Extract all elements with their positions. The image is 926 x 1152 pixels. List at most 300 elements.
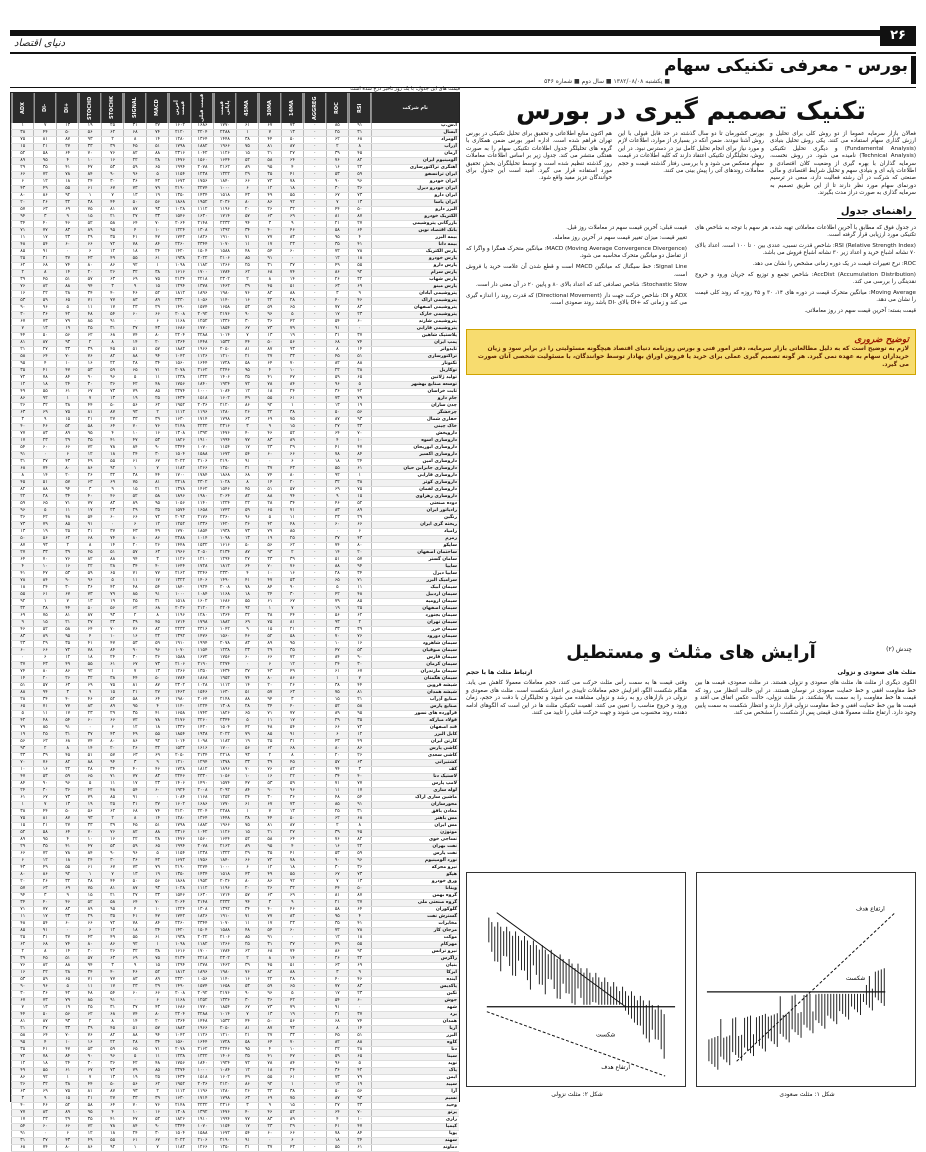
article2-headline: آرایش های مثلث و مستطیل (566, 642, 816, 663)
table-cell: ۴۸ (259, 725, 281, 732)
table-cell: ۱۳ (349, 200, 371, 207)
table-cell: ۱۰ (259, 571, 281, 578)
table-cell: · (304, 284, 326, 291)
table-cell: ۴۹ (349, 739, 371, 746)
table-cell: ۲۴ (146, 249, 168, 256)
table-cell: ۳۱ (124, 123, 146, 130)
table-cell: ۶۴ (259, 361, 281, 368)
table-cell: ۲۳۰۲ (191, 480, 213, 487)
table-cell: ۶۵ (12, 704, 34, 711)
company-name: زمزم (371, 536, 459, 543)
table-cell: ۱۳۷۸ (191, 963, 213, 970)
table-cell: ۲۲۴۶ (191, 571, 213, 578)
table-cell: ۲ (124, 613, 146, 620)
table-cell: ۴۹ (259, 193, 281, 200)
company-name: همدان (371, 1019, 459, 1026)
table-cell: ۴۱ (101, 1117, 123, 1124)
table-cell: ۵۶ (349, 410, 371, 417)
table-cell: ۴۰ (349, 774, 371, 781)
table-cell: ۲۲ (349, 165, 371, 172)
table-row (12, 557, 460, 564)
table-row (12, 984, 460, 991)
table-cell: ۱۹ (236, 739, 258, 746)
table-cell: ۳۰ (124, 655, 146, 662)
table-row (12, 200, 460, 207)
table-row (12, 249, 460, 256)
table-cell: ۷۰ (236, 767, 258, 774)
table-cell: ۲۸ (349, 1047, 371, 1054)
table-cell: ۴۸ (56, 515, 78, 522)
table-cell: · (304, 620, 326, 627)
table-cell: ۴۹ (236, 1075, 258, 1082)
table-row (12, 711, 460, 718)
table-cell: ۴۲ (259, 522, 281, 529)
table-cell: · (304, 1054, 326, 1061)
table-cell: ۱۲ (12, 1061, 34, 1068)
table-cell: ۲۲۱۸ (191, 956, 213, 963)
table-cell: ۴۵ (326, 1033, 348, 1040)
table-cell: ۶۴ (34, 354, 56, 361)
table-cell: ۶۸ (101, 333, 123, 340)
table-cell: ۸۵ (349, 599, 371, 606)
table-cell: ۹۲ (79, 669, 101, 676)
table-cell: ۳۴ (79, 291, 101, 298)
table-cell: ۱۱۵۴ (191, 648, 213, 655)
table-cell: ۷۸ (326, 452, 348, 459)
table-cell: ۸۸ (12, 690, 34, 697)
guide-columns (466, 225, 916, 319)
table-cell: ۹۱ (34, 928, 56, 935)
table-cell: ۲۰۵۰ (214, 1026, 236, 1033)
table-cell: ۱۲۶۶ (169, 669, 191, 676)
table-cell: · (304, 648, 326, 655)
table-cell: ۵۰ (101, 1082, 123, 1089)
table-cell: ۸۸ (56, 284, 78, 291)
table-cell: ۱۲۸۰ (169, 816, 191, 823)
table-cell: ۳۰ (326, 865, 348, 872)
table-cell: ۱۹۸۰ (191, 494, 213, 501)
guide-item: Stochastic Slow: شاخص تصادفی کند که اعداد بالای ۸۰ و پایین ۲۰ در آن معنی دار است. (475, 282, 687, 289)
table-cell: ۱۱۴۰ (169, 704, 191, 711)
table-cell: ۴۱ (281, 851, 303, 858)
table-cell: ۵۶ (79, 809, 101, 816)
table-cell: ۲۱۹۰ (169, 186, 191, 193)
table-cell: ۳۵ (34, 165, 56, 172)
table-cell: ۱۲۵۲ (191, 998, 213, 1005)
table-cell: ۸ (34, 949, 56, 956)
table-cell: ۹ (124, 963, 146, 970)
table-cell: ۵۸ (101, 900, 123, 907)
table-cell: ۸۹ (79, 907, 101, 914)
table-row (12, 508, 460, 515)
table-cell: ۱۵۸۸ (169, 655, 191, 662)
table-cell: ۷۲ (281, 655, 303, 662)
table-cell: ۱۳ (124, 193, 146, 200)
table-cell: ۴۱ (124, 235, 146, 242)
table-cell: ۳۹ (56, 550, 78, 557)
table-cell: ۲۶ (281, 683, 303, 690)
table-cell: · (304, 753, 326, 760)
table-cell: ۴۷ (79, 165, 101, 172)
table-cell: ۳۱ (34, 935, 56, 942)
table-cell: ۰ (349, 1005, 371, 1012)
table-cell: ۳۸ (236, 137, 258, 144)
table-cell: · (304, 389, 326, 396)
table-cell: · (304, 1131, 326, 1138)
table-cell: ۱۶۱۶ (214, 543, 236, 550)
table-cell: ۴۷ (349, 1124, 371, 1131)
table-cell: ۶۴ (101, 1103, 123, 1110)
table-cell: ۵۷ (79, 277, 101, 284)
table-cell: ۸۶ (259, 879, 281, 886)
table-cell: ۹۱ (259, 935, 281, 942)
table-cell: ۴۱ (101, 438, 123, 445)
table-cell: ۵۹ (101, 368, 123, 375)
table-cell: ۷۱ (259, 711, 281, 718)
table-cell: ۲۲۶۰ (214, 515, 236, 522)
table-cell: ۰ (146, 795, 168, 802)
table-cell: · (304, 641, 326, 648)
table-cell: ۴۶ (34, 1103, 56, 1110)
table-cell: · (304, 480, 326, 487)
table-cell: · (304, 683, 326, 690)
table-cell: ۶۶ (12, 851, 34, 858)
table-cell: ۵۹ (349, 851, 371, 858)
table-cell: ۵۷ (326, 760, 348, 767)
table-cell: ۴۱ (236, 578, 258, 585)
table-cell: · (304, 1082, 326, 1089)
table-cell: · (304, 739, 326, 746)
table-row (12, 991, 460, 998)
table-row (12, 515, 460, 522)
table-cell: ۶۳ (326, 284, 348, 291)
table-cell: ۲۳ (12, 641, 34, 648)
table-cell: ۹ (146, 760, 168, 767)
table-cell: ۱۰۷۰ (169, 648, 191, 655)
table-cell: ۳ (56, 690, 78, 697)
intro-paragraph: فعالان بازار سرمایه عموما از دو روش کلی برای تحلیل و ارزش گذاری سهام استفاده می کنند. یکی روش تحلیل بنیادی (Fundamental Analysis) و دیگری تحلیل تکنیکی (Technical Analysis) نامیده می شود. در روش نخست، سرمایه گذاران با بهره گیری از وضعیت کلان اقتصادی و اطلاعات پایه ای و بنیادی سهم و تحلیل شرایط اقتصادی و مالی صنعتی که شرکت در آن رشته فعالیت دارد، سعی در ترسیم دورنمای سهام مورد نظر دارند تا از این طریق تصمیم به سرمایه گذاری به صورت دراز مدت بگیرند. (770, 131, 916, 197)
table-cell: ۱۹ (281, 333, 303, 340)
table-cell: · (304, 991, 326, 998)
table-cell: · (304, 263, 326, 270)
table-cell: ۱ (281, 403, 303, 410)
table-cell: ۱۸۲۶ (169, 1117, 191, 1124)
table-cell: ۶۳ (79, 480, 101, 487)
table-cell: ۱۶۴۴ (169, 564, 191, 571)
table-cell: ۳۶ (281, 795, 303, 802)
company-name: تایدواتر (371, 347, 459, 354)
table-cell: ۱۹۶۶ (169, 550, 191, 557)
table-cell: ۱۹ (124, 1075, 146, 1082)
table-cell: ۴۰ (146, 564, 168, 571)
table-cell: · (304, 907, 326, 914)
table-row (12, 886, 460, 893)
table-cell: ۱۴ (124, 340, 146, 347)
table-cell: ۷۰ (56, 1033, 78, 1040)
table-cell: ۸۷ (101, 1089, 123, 1096)
table-row (12, 1012, 460, 1019)
table-row (12, 445, 460, 452)
table-cell: ۱۸ (79, 655, 101, 662)
table-cell: ۱۲۲۴ (169, 228, 191, 235)
table-cell: ۱۱۸۲ (191, 263, 213, 270)
table-cell: ۱۵۱۸ (191, 396, 213, 403)
table-cell: ۴۴ (326, 207, 348, 214)
table-cell: ۷۲ (236, 382, 258, 389)
table-cell: · (304, 487, 326, 494)
table-cell: ۲۳۰۲ (214, 956, 236, 963)
table-cell: ۱۰۲۸ (169, 886, 191, 893)
table-cell: ۹۱ (326, 326, 348, 333)
table-row (12, 1110, 460, 1117)
table-cell: ۷ (281, 606, 303, 613)
table-cell: ۱۴ (259, 480, 281, 487)
table-cell: ۵۲ (101, 697, 123, 704)
table-cell: ۲۱ (146, 487, 168, 494)
table-cell: ۱۶۸۶ (191, 123, 213, 130)
table-cell: ۲۰۷۸ (191, 165, 213, 172)
table-cell: · (304, 823, 326, 830)
table-cell: ۲۵ (349, 606, 371, 613)
table-cell: ۷۱ (236, 914, 258, 921)
table-cell: ۸۴ (349, 1131, 371, 1138)
table-cell: ۶۲ (79, 1012, 101, 1019)
table-cell: ۶۴ (326, 1110, 348, 1117)
table-cell: ۱۶۵۸ (191, 508, 213, 515)
table-cell: ۴۳ (236, 872, 258, 879)
table-cell: · (304, 431, 326, 438)
table-cell: ۴۵ (56, 753, 78, 760)
table-cell: ۸۱ (236, 347, 258, 354)
table-cell: ۷۵ (79, 886, 101, 893)
table-cell: ۱۴۳۴ (214, 669, 236, 676)
table-cell: ۶۲ (326, 137, 348, 144)
table-cell: ۶۱ (12, 795, 34, 802)
table-cell: ۵۲ (236, 837, 258, 844)
table-cell: ۲۴ (349, 1138, 371, 1145)
table-cell: ۶۵ (56, 298, 78, 305)
table-cell: ۲۲۸۸ (169, 536, 191, 543)
table-cell: ۴ (326, 438, 348, 445)
table-cell: ۳۵ (79, 1117, 101, 1124)
table-cell: ۴ (101, 431, 123, 438)
table-cell: ۲۲۷۴ (214, 662, 236, 669)
table-cell: ۵۵ (101, 1138, 123, 1145)
table-cell: ۱۱۶۸ (169, 319, 191, 326)
table-cell: ۸ (236, 480, 258, 487)
table-cell: · (304, 312, 326, 319)
table-cell: ۲۸ (101, 564, 123, 571)
table-cell: · (304, 340, 326, 347)
table-cell: ۱۹۶۶ (191, 347, 213, 354)
table-cell: ۱۰۱۴ (214, 1012, 236, 1019)
table-cell: ۶۰ (349, 998, 371, 1005)
table-cell: ۳۷ (281, 942, 303, 949)
table-cell: ۴۵ (281, 760, 303, 767)
company-name: سهند (371, 1138, 459, 1145)
table-cell: ۲۰ (146, 340, 168, 347)
table-cell: ۴۴ (124, 676, 146, 683)
table-cell: ۸۹ (281, 438, 303, 445)
table-cell: ۳۸ (124, 473, 146, 480)
table-cell: ۱۲۱۰ (191, 557, 213, 564)
table-cell: ۲۳۱۶ (169, 151, 191, 158)
table-cell: ۱۵ (281, 424, 303, 431)
table-cell: ۷ (259, 130, 281, 137)
table-cell: ۸۷ (34, 1019, 56, 1026)
table-cell: ۹۵ (236, 1047, 258, 1054)
table-cell: ۴۹ (124, 732, 146, 739)
company-name: زامیاد (371, 529, 459, 536)
table-cell: ۲۵ (281, 536, 303, 543)
table-cell: ۸۹ (259, 641, 281, 648)
table-cell: ۱۱۵۴ (214, 1124, 236, 1131)
table-cell: ۳۴ (124, 564, 146, 571)
table-cell: ۲۶ (236, 1089, 258, 1096)
table-cell: ۸۲ (34, 963, 56, 970)
table-cell: · (304, 494, 326, 501)
table-cell: ۱۶۴۴ (191, 361, 213, 368)
table-cell: ۷۹ (124, 1068, 146, 1075)
table-cell: ۴۵ (101, 1026, 123, 1033)
table-cell: ۷۵ (349, 487, 371, 494)
table-cell: ۷۷ (101, 298, 123, 305)
table-cell: ۸۱ (56, 613, 78, 620)
table-cell: ۴ (259, 368, 281, 375)
table-cell: ۳۵ (326, 242, 348, 249)
company-name: کیمیا (371, 1124, 459, 1131)
table-cell: ۶۲ (349, 613, 371, 620)
table-cell: ۹۵ (34, 158, 56, 165)
table-cell: ۱۵۶۰ (169, 361, 191, 368)
table-cell: ۷۷ (349, 781, 371, 788)
table-cell: ۶ (34, 655, 56, 662)
table-cell: ۱۶ (326, 844, 348, 851)
table-row (12, 1096, 460, 1103)
table-cell: ۵۱ (236, 690, 258, 697)
table-cell: ۷۶ (146, 1103, 168, 1110)
guide-column-left (466, 225, 687, 319)
company-name: رادیاتور ایران (371, 508, 459, 515)
table-cell: ۱۷۸۴ (214, 949, 236, 956)
company-name: قند اصفهان (371, 725, 459, 732)
table-cell: ۱۱۵۴ (169, 851, 191, 858)
table-cell: ۴۶ (56, 221, 78, 228)
table-cell: ۵۰ (12, 536, 34, 543)
table-cell: ۴۲ (12, 718, 34, 725)
table-cell: ۳۷ (101, 529, 123, 536)
table-cell: ۴۴ (79, 403, 101, 410)
table-cell: ۸ (101, 340, 123, 347)
subhead-right: مثلث های صعودی و نزولی (837, 669, 916, 676)
table-cell: ۷۰ (146, 221, 168, 228)
table-cell: ۴۴ (326, 886, 348, 893)
table-cell: ۴ (79, 634, 101, 641)
table-cell: · (304, 718, 326, 725)
table-cell: ۴۶ (259, 1110, 281, 1117)
table-cell: ۱۲ (12, 382, 34, 389)
table-cell: ۳ (12, 1096, 34, 1103)
table-cell: ۱۹۹۴ (169, 844, 191, 851)
table-cell: ۷۰ (12, 760, 34, 767)
table-cell: ۰ (34, 452, 56, 459)
table-cell: ۷۴ (124, 333, 146, 340)
table-cell: ۲۶ (124, 746, 146, 753)
table-cell: ۱۶۷۲ (169, 179, 191, 186)
table-row (12, 907, 460, 914)
table-cell: ۲۱۴۸ (214, 697, 236, 704)
guide-item: ROC: نرخ تغییرات قیمت در یک دوره زمانی مشخص را نشان می دهد. (752, 261, 916, 268)
table-cell: ۱۶۵۸ (169, 711, 191, 718)
table-cell: ۷۳ (34, 319, 56, 326)
table-cell: ۶۶ (146, 312, 168, 319)
table-cell: ۱۲ (326, 935, 348, 942)
table-cell: ۸۲ (146, 627, 168, 634)
table-cell: ۲۴ (56, 1061, 78, 1068)
table-cell: ۱۶ (326, 165, 348, 172)
table-cell: ۳۷ (79, 732, 101, 739)
table-cell: ۹۰ (101, 851, 123, 858)
table-cell: ۵۵ (326, 466, 348, 473)
table-cell: ۱۱ (349, 585, 371, 592)
table-cell: · (304, 977, 326, 984)
table-cell: ۸۸ (56, 963, 78, 970)
page-number: ۲۶ (880, 26, 916, 46)
table-cell: ۷ (12, 1005, 34, 1012)
company-name: مرجان کار (371, 928, 459, 935)
table-cell: ۳۱ (326, 333, 348, 340)
table-cell: ۳۲ (146, 746, 168, 753)
table-cell: ۲۹ (281, 445, 303, 452)
company-name: تولید ژلاتین (371, 375, 459, 382)
table-cell: ۴۸ (146, 382, 168, 389)
table-cell: ۵۱ (101, 550, 123, 557)
table-cell: ۲ (326, 144, 348, 151)
table-cell: ۱۳ (124, 872, 146, 879)
table-cell: ۹۵ (101, 907, 123, 914)
table-cell: ۸۳ (326, 508, 348, 515)
table-cell: ۱۶ (12, 291, 34, 298)
table-cell: ۳۱ (12, 459, 34, 466)
table-cell: ۸۵ (326, 802, 348, 809)
table-cell: ۵۰ (326, 1089, 348, 1096)
table-cell: ۱۰۴۲ (191, 830, 213, 837)
table-cell: ۵۰ (79, 606, 101, 613)
table-cell: ۷۵ (146, 277, 168, 284)
table-cell: ۲۱۳۴ (191, 753, 213, 760)
table-cell: ۵۲ (146, 291, 168, 298)
table-cell: ۵ (349, 382, 371, 389)
table-cell: ۳۴ (236, 228, 258, 235)
table-cell: ۲۱۷۶ (169, 718, 191, 725)
table-cell: ۶ (79, 249, 101, 256)
table-cell: ۸۸ (259, 494, 281, 501)
table-cell: ۲۳ (79, 711, 101, 718)
table-cell: ۷۳ (236, 529, 258, 536)
table-cell: · (304, 382, 326, 389)
table-cell: ۱۵۷۴ (191, 305, 213, 312)
table-cell: ۵۸ (79, 424, 101, 431)
table-cell: ۱۷۷۰ (191, 1005, 213, 1012)
table-cell: ۳۹ (326, 151, 348, 158)
table-cell: ۱۶۷۲ (214, 1131, 236, 1138)
table-cell: ۸۹ (12, 158, 34, 165)
table-cell: ۱۴۴۸ (191, 340, 213, 347)
table-cell: ۱۵ (236, 151, 258, 158)
table-cell: ۵۷ (259, 690, 281, 697)
table-cell: ۳۶ (259, 998, 281, 1005)
table-cell: ۵۰ (124, 200, 146, 207)
